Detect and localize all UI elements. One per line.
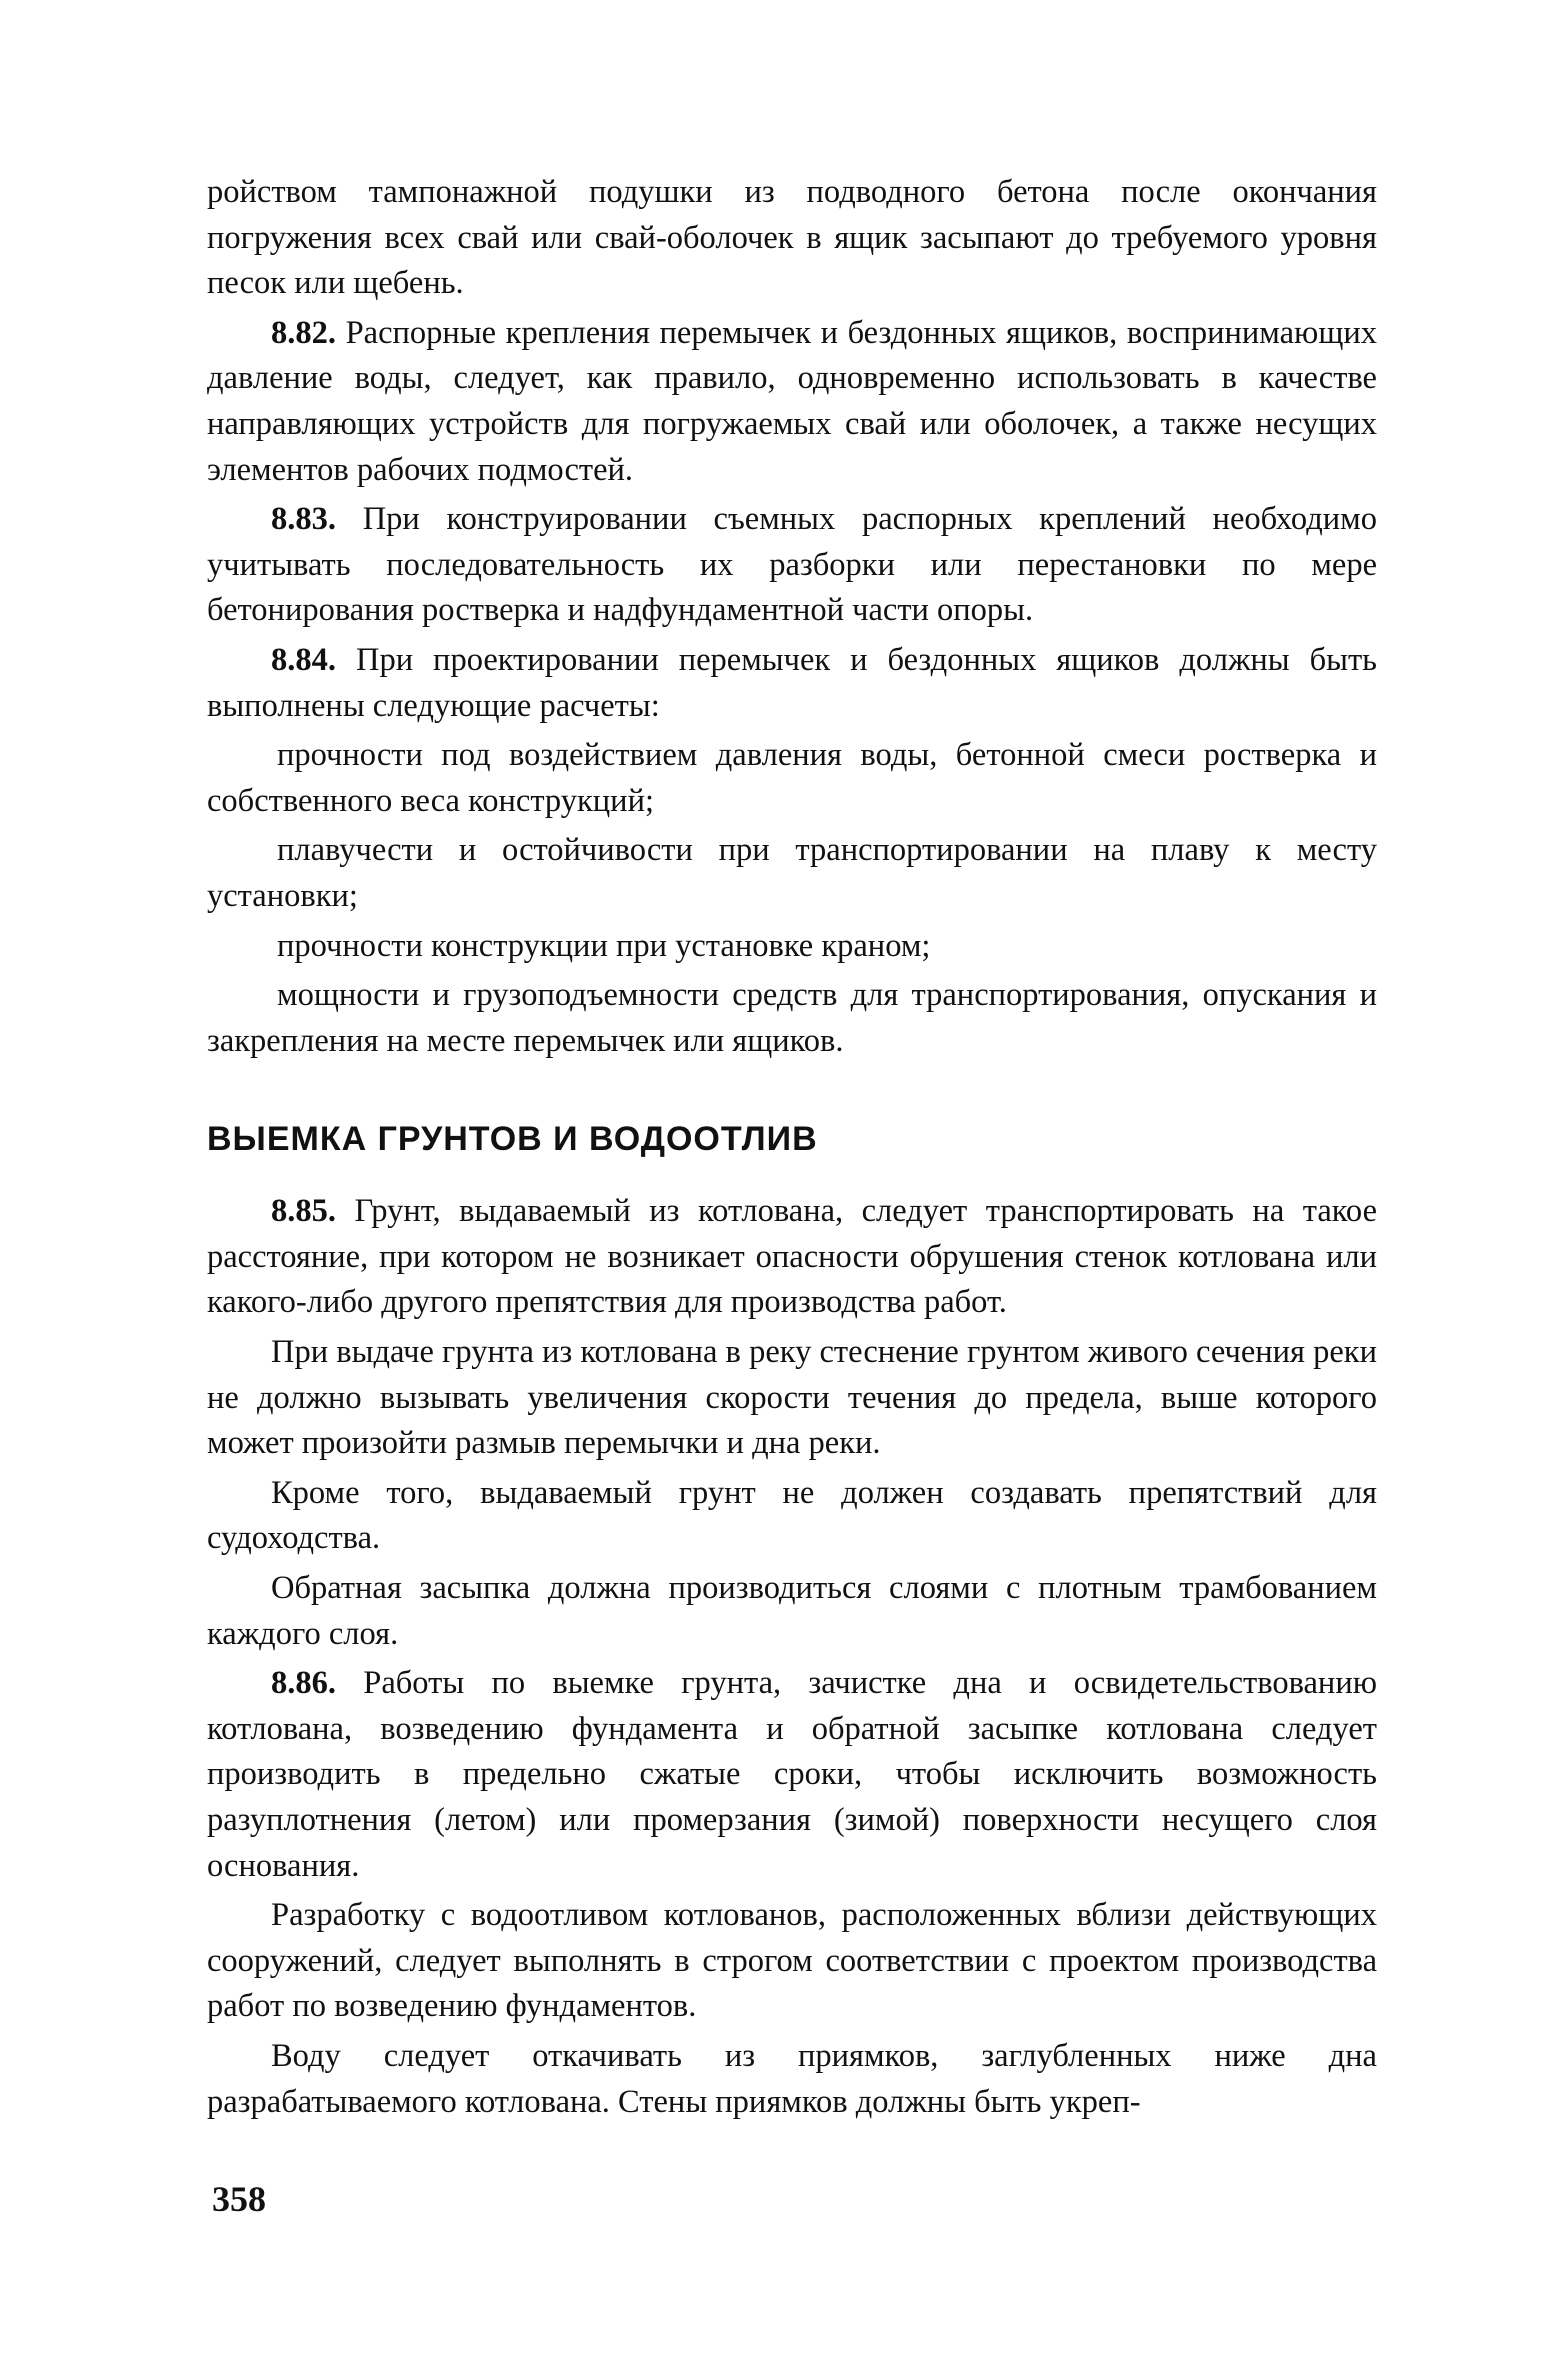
clause-number: 8.86. <box>271 1665 336 1702</box>
clause-8-86 <box>207 1661 1377 1889</box>
clause-8-82 <box>207 311 1377 493</box>
clause-text: При конструировании съемных распорных креплений необходимо учитывать последовательность их разборки или перестановки по мере бетонирования ростверка и надфундаментной части опоры. <box>207 501 1377 629</box>
list-item: прочности под воздействием давления воды, бетонной смеси ростверка и собственного веса конструкций; <box>207 737 1377 819</box>
clause-8-85 <box>207 1189 1377 1326</box>
list-item: мощности и грузоподъемности средств для транспортирования, опускания и закрепления на месте перемычек или ящиков. <box>207 977 1377 1059</box>
clause-number: 8.83. <box>271 501 336 538</box>
clause-number: 8.85. <box>271 1193 336 1230</box>
clause-8-84 <box>207 638 1377 729</box>
page-body <box>207 170 1377 2129</box>
clause-text: Грунт, выдаваемый из котлована, следует транспортировать на такое расстояние, при котором не возникает опасности обрушения стенок котлована или какого-либо другого препятствия для производства работ. <box>207 1193 1377 1321</box>
paragraph: Воду следует откачивать из приямков, заглубленных ниже дна разрабатываемого котлована. Стены приямков должны быть укреп- <box>207 2037 1377 2120</box>
paragraph: Кроме того, выдаваемый грунт не должен создавать препятствий для судоходства. <box>207 1474 1377 1557</box>
page-number: 358 <box>212 2179 266 2219</box>
clause-text: Распорные крепления перемычек и бездонных ящиков, воспринимающих давление воды, следует, как правило, одновременно использовать в качестве направляющих устройств для погружаемых свай или оболочек, а также несущих элементов рабочих подмостей. <box>207 314 1377 488</box>
clause-number: 8.82. <box>271 314 336 351</box>
clause-number: 8.84. <box>271 641 336 678</box>
paragraph: Разработку с водоотливом котлованов, расположенных вблизи действующих сооружений, следует выполнять в строгом соответствии с проектом производства работ по возведению фундаментов. <box>207 1897 1377 2025</box>
clause-text: Работы по выемке грунта, зачистке дна и освидетельствованию котлована, возведению фундамента и обратной засыпке котлована следует производить в предельно сжатые сроки, чтобы исключить возможность разуплотнения (летом) или промерзания (зимой) поверхности несущего слоя основания. <box>207 1665 1377 1884</box>
intro-paragraph: ройством тампонажной подушки из подводного бетона после окончания погружения всех свай или свай-оболочек в ящик засыпают до требуемого уровня песок или щебень. <box>207 174 1377 302</box>
list-item: плавучести и остойчивости при транспортировании на плаву к месту установки; <box>207 832 1377 914</box>
clause-8-83 <box>207 497 1377 634</box>
paragraph: Обратная засыпка должна производиться слоями с плотным трамбованием каждого слоя. <box>207 1570 1377 1652</box>
paragraph: При выдаче грунта из котлована в реку стеснение грунтом живого сечения реки не должно вызывать увеличения скорости течения до предела, выше которого может произойти размыв перемычки и дна реки. <box>207 1334 1377 1462</box>
section-heading: ВЫЕМКА ГРУНТОВ И ВОДООТЛИВ <box>207 1120 818 1159</box>
list-item: прочности конструкции при установке краном; <box>277 927 931 964</box>
clause-text: При проектировании перемычек и бездонных ящиков должны быть выполнены следующие расчеты: <box>207 641 1377 724</box>
